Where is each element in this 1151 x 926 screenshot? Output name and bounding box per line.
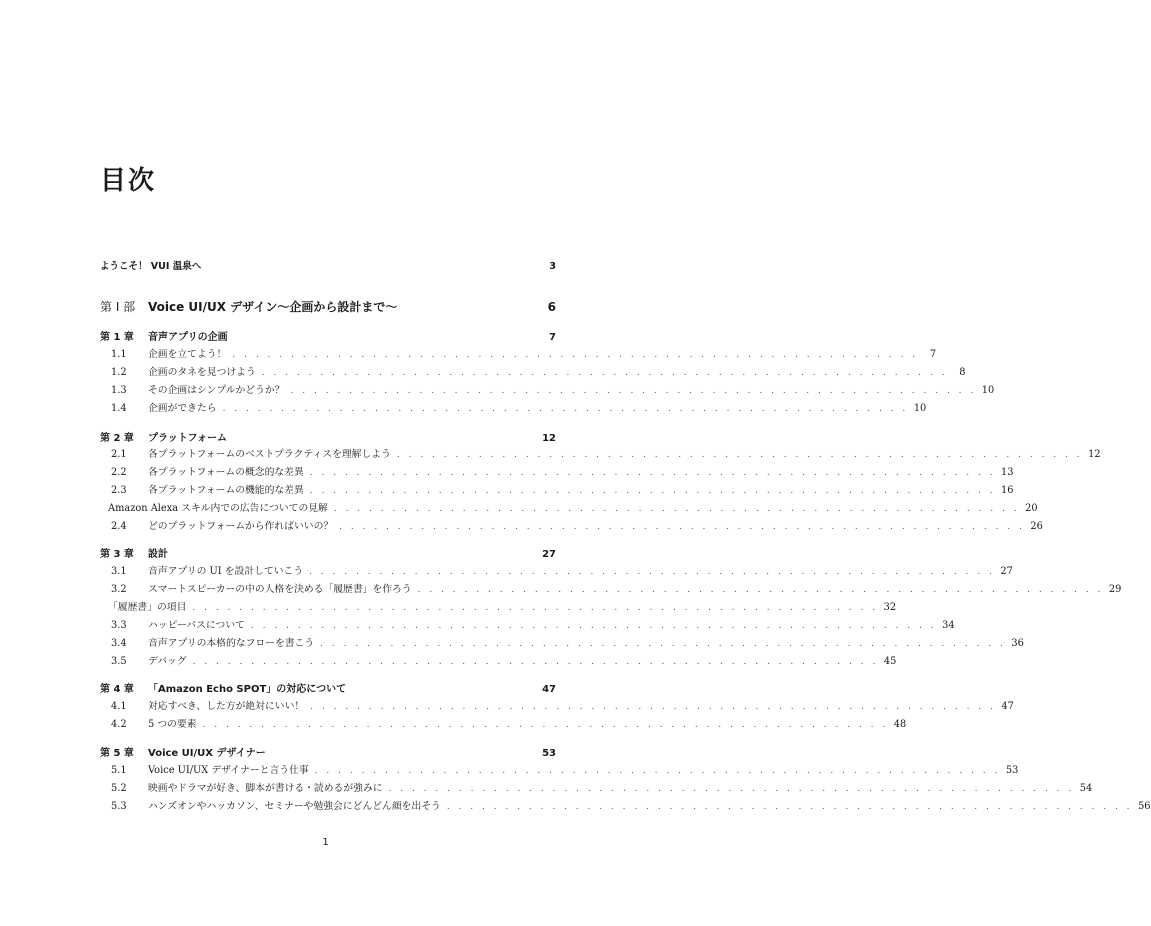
section-label: スマートスピーカーの中の人格を決める「履歴書」を作ろう <box>148 584 412 595</box>
toc-entry-part1[interactable] <box>100 298 556 314</box>
entry-page: 27 <box>1000 566 1013 577</box>
chapter-label: プラットフォーム <box>148 433 227 444</box>
part-number: 第 I 部 <box>100 300 136 314</box>
entry-page: 34 <box>942 620 955 631</box>
section-label: 企画のタネを見つけよう <box>148 367 256 378</box>
section-number: 3.4 <box>111 638 127 649</box>
section-number: 2.2 <box>111 467 127 478</box>
section-number: 3.3 <box>111 620 127 631</box>
entry-page: 8 <box>959 367 966 378</box>
entry-page: 13 <box>1001 467 1014 478</box>
toc-entry-subsection[interactable] <box>100 599 897 615</box>
section-label: 企画ができたら <box>148 403 217 414</box>
dot-leader: . . . . . . . . . . . . . . . . . . . . . . . . . . . . . . . . . . . . . . . . . . . . . . . . . . . . . . . . . . . <box>396 450 1083 460</box>
toc-entry-chapter-5[interactable] <box>100 744 556 760</box>
section-number: 1.2 <box>111 367 127 378</box>
toc-entry-subsection[interactable] <box>100 500 1038 516</box>
section-number: 5.1 <box>111 765 127 776</box>
toc-entry-section[interactable] <box>100 518 1043 534</box>
toc-entry-section[interactable] <box>100 464 1014 480</box>
dot-leader: . . . . . . . . . . . . . . . . . . . . . . . . . . . . . . . . . . . . . . . . . . . . . . . . . . . . . . . . . . . <box>192 603 879 613</box>
section-number: 2.3 <box>111 485 127 496</box>
dot-leader: . . . . . . . . . . . . . . . . . . . . . . . . . . . . . . . . . . . . . . . . . . . . . . . . . . . . . . . . . . . <box>192 657 879 667</box>
entry-page: 48 <box>893 719 907 730</box>
page-title: 目次 <box>100 166 157 196</box>
chapter-label: 設計 <box>148 549 168 560</box>
section-label: どのプラットフォームから作ればいいの？ <box>148 521 334 532</box>
section-number: 5.3 <box>111 801 127 812</box>
section-number: 2.1 <box>111 449 127 460</box>
dot-leader: . . . . . . . . . . . . . . . . . . . . . . . . . . . . . . . . . . . . . . . . . . . . . . . . . . . . . . . . . . . <box>339 522 1025 532</box>
entry-page: 45 <box>883 656 897 667</box>
entry-page: 12 <box>1088 449 1101 460</box>
section-label: 映画やドラマが好き、脚本が書ける・読めるが強みに <box>148 783 383 794</box>
toc-entry-section[interactable] <box>100 698 1014 714</box>
entry-page: 20 <box>1025 503 1038 514</box>
dot-leader: . . . . . . . . . . . . . . . . . . . . . . . . . . . . . . . . . . . . . . . . . . . . . . . . . . . . . . . . . . . <box>261 368 948 378</box>
chapter-label: 「Amazon Echo SPOT」の対応について <box>148 684 347 695</box>
toc-entry-section[interactable] <box>100 400 927 416</box>
dot-leader: . . . . . . . . . . . . . . . . . . . . . . . . . . . . . . . . . . . . . . . . . . . . . . . . . . . . . . . . . . . <box>309 567 995 577</box>
part-label: Voice UI/UX デザイン〜企画から設計まで〜 <box>148 300 398 314</box>
toc-entry-intro[interactable] <box>100 258 556 274</box>
section-label: 5 つの要素 <box>148 719 197 730</box>
section-label: 各プラットフォームの機能的な差異 <box>148 485 304 496</box>
dot-leader: . . . . . . . . . . . . . . . . . . . . . . . . . . . . . . . . . . . . . . . . . . . . . . . . . . . . . . . . . . . <box>314 766 1001 776</box>
section-number: 1.3 <box>111 385 127 396</box>
entry-page: 53 <box>1005 765 1019 776</box>
chapter-number: 第 4 章 <box>100 684 134 695</box>
page-number: 1 <box>322 837 329 848</box>
toc-entry-section[interactable] <box>100 581 1122 597</box>
dot-leader: . . . . . . . . . . . . . . . . . . . . . . . . . . . . . . . . . . . . . . . . . . . . . . . . . . . . . . . . . . . <box>388 784 1075 794</box>
entry-page: 7 <box>549 332 556 343</box>
section-label: ハンズオンやハッカソン、セミナーや勉強会にどんどん顔を出そう <box>148 801 441 812</box>
entry-page: 47 <box>1001 701 1014 712</box>
toc-entry-chapter-3[interactable] <box>100 545 556 561</box>
toc-entry-section[interactable] <box>100 798 1151 814</box>
section-number: 5.2 <box>111 783 127 794</box>
chapter-label: 音声アプリの企画 <box>148 332 228 343</box>
entry-page: 47 <box>542 684 556 695</box>
section-number: 3.2 <box>111 584 127 595</box>
toc-entry-section[interactable] <box>100 617 955 633</box>
dot-leader: . . . . . . . . . . . . . . . . . . . . . . . . . . . . . . . . . . . . . . . . . . . . . . . . . . . . . . . . . . . <box>222 404 909 414</box>
section-label: 各プラットフォームのベストプラクティスを理解しよう <box>148 449 391 460</box>
dot-leader: . . . . . . . . . . . . . . . . . . . . . . . . . . . . . . . . . . . . . . . . . . . . . . . . . . . . . . . . . . . <box>290 386 977 396</box>
section-number: 3.1 <box>111 566 127 577</box>
section-label: 企画を立てよう！ <box>148 349 227 360</box>
entry-page: 27 <box>542 549 556 560</box>
toc-entry-section[interactable] <box>100 364 966 380</box>
chapter-number: 第 5 章 <box>100 748 134 759</box>
dot-leader: . . . . . . . . . . . . . . . . . . . . . . . . . . . . . . . . . . . . . . . . . . . . . . . . . . . . . . . . . . . <box>232 350 919 360</box>
entry-page: 10 <box>981 385 995 396</box>
entry-page: 36 <box>1011 638 1024 649</box>
section-label: その企画はシンプルかどうか？ <box>148 385 285 396</box>
toc-entry-section[interactable] <box>100 635 1024 651</box>
dot-leader: . . . . . . . . . . . . . . . . . . . . . . . . . . . . . . . . . . . . . . . . . . . . . . . . . . . . . . . . . . . <box>333 504 1020 514</box>
dot-leader: . . . . . . . . . . . . . . . . . . . . . . . . . . . . . . . . . . . . . . . . . . . . . . . . . . . . . . . . . . . <box>417 585 1104 595</box>
dot-leader: . . . . . . . . . . . . . . . . . . . . . . . . . . . . . . . . . . . . . . . . . . . . . . . . . . . . . . . . . . . <box>202 720 889 730</box>
toc-entry-section[interactable] <box>100 446 1101 462</box>
entry-page: 10 <box>913 403 927 414</box>
section-number: 4.2 <box>111 719 127 730</box>
entry-page: 29 <box>1108 584 1122 595</box>
entry-page: 53 <box>542 748 556 759</box>
section-number: 2.4 <box>111 521 127 532</box>
toc-entry-chapter-2[interactable] <box>100 429 556 445</box>
chapter-label: Voice UI/UX デザイナー <box>148 748 266 759</box>
entry-page: 54 <box>1079 783 1093 794</box>
section-label: ハッピーパスについて <box>148 620 245 631</box>
toc-entry-section[interactable] <box>100 653 897 669</box>
toc-entry-section[interactable] <box>100 762 1019 778</box>
dot-leader: . . . . . . . . . . . . . . . . . . . . . . . . . . . . . . . . . . . . . . . . . . . . . . . . . . . . . . . . . . . <box>446 802 1133 812</box>
entry-page: 7 <box>929 349 937 360</box>
toc-entry-chapter-4[interactable] <box>100 680 556 696</box>
chapter-number: 第 2 章 <box>100 433 134 444</box>
entry-label: ようこそ！ VUI 温泉へ <box>100 261 202 272</box>
subsection-label: 「履歴書」の項目 <box>108 602 187 613</box>
section-label: 各プラットフォームの概念的な差異 <box>148 467 304 478</box>
toc-entry-section[interactable] <box>100 482 1014 498</box>
entry-page: 32 <box>883 602 897 613</box>
toc-entry-section[interactable] <box>100 346 937 362</box>
section-label: デバッグ <box>148 656 187 667</box>
section-label: 音声アプリの本格的なフローを書こう <box>148 638 315 649</box>
entry-page: 3 <box>549 261 556 272</box>
entry-page: 56 <box>1138 801 1151 812</box>
section-number: 1.4 <box>111 403 127 414</box>
entry-page: 12 <box>542 433 556 444</box>
entry-page: 16 <box>1001 485 1014 496</box>
dot-leader: . . . . . . . . . . . . . . . . . . . . . . . . . . . . . . . . . . . . . . . . . . . . . . . . . . . . . . . . . . . <box>320 639 1006 649</box>
section-number: 3.5 <box>111 656 127 667</box>
entry-page: 6 <box>547 300 556 314</box>
toc-entry-chapter-1[interactable] <box>100 328 556 344</box>
section-label: 音声アプリの UI を設計していこう <box>148 566 304 577</box>
section-label: Voice UI/UX デザイナーと言う仕事 <box>148 765 309 776</box>
section-number: 4.1 <box>111 701 127 712</box>
entry-page: 26 <box>1030 521 1043 532</box>
dot-leader: . . . . . . . . . . . . . . . . . . . . . . . . . . . . . . . . . . . . . . . . . . . . . . . . . . . . . . . . . . . <box>250 621 937 631</box>
dot-leader: . . . . . . . . . . . . . . . . . . . . . . . . . . . . . . . . . . . . . . . . . . . . . . . . . . . . . . . . . . . <box>309 486 996 496</box>
toc-entry-section[interactable] <box>100 382 995 398</box>
chapter-number: 第 3 章 <box>100 549 134 560</box>
dot-leader: . . . . . . . . . . . . . . . . . . . . . . . . . . . . . . . . . . . . . . . . . . . . . . . . . . . . . . . . . . . <box>309 468 996 478</box>
chapter-number: 第 1 章 <box>100 332 134 343</box>
toc-entry-section[interactable] <box>100 780 1093 796</box>
toc-entry-section[interactable] <box>100 716 907 732</box>
section-label: 対応すべき、した方が絶対にいい！ <box>148 701 305 712</box>
toc-entry-section[interactable] <box>100 563 1013 579</box>
section-number: 1.1 <box>111 349 127 360</box>
subsection-label: Amazon Alexa スキル内での広告についての見解 <box>108 503 328 514</box>
dot-leader: . . . . . . . . . . . . . . . . . . . . . . . . . . . . . . . . . . . . . . . . . . . . . . . . . . . . . . . . . . . <box>310 702 996 712</box>
